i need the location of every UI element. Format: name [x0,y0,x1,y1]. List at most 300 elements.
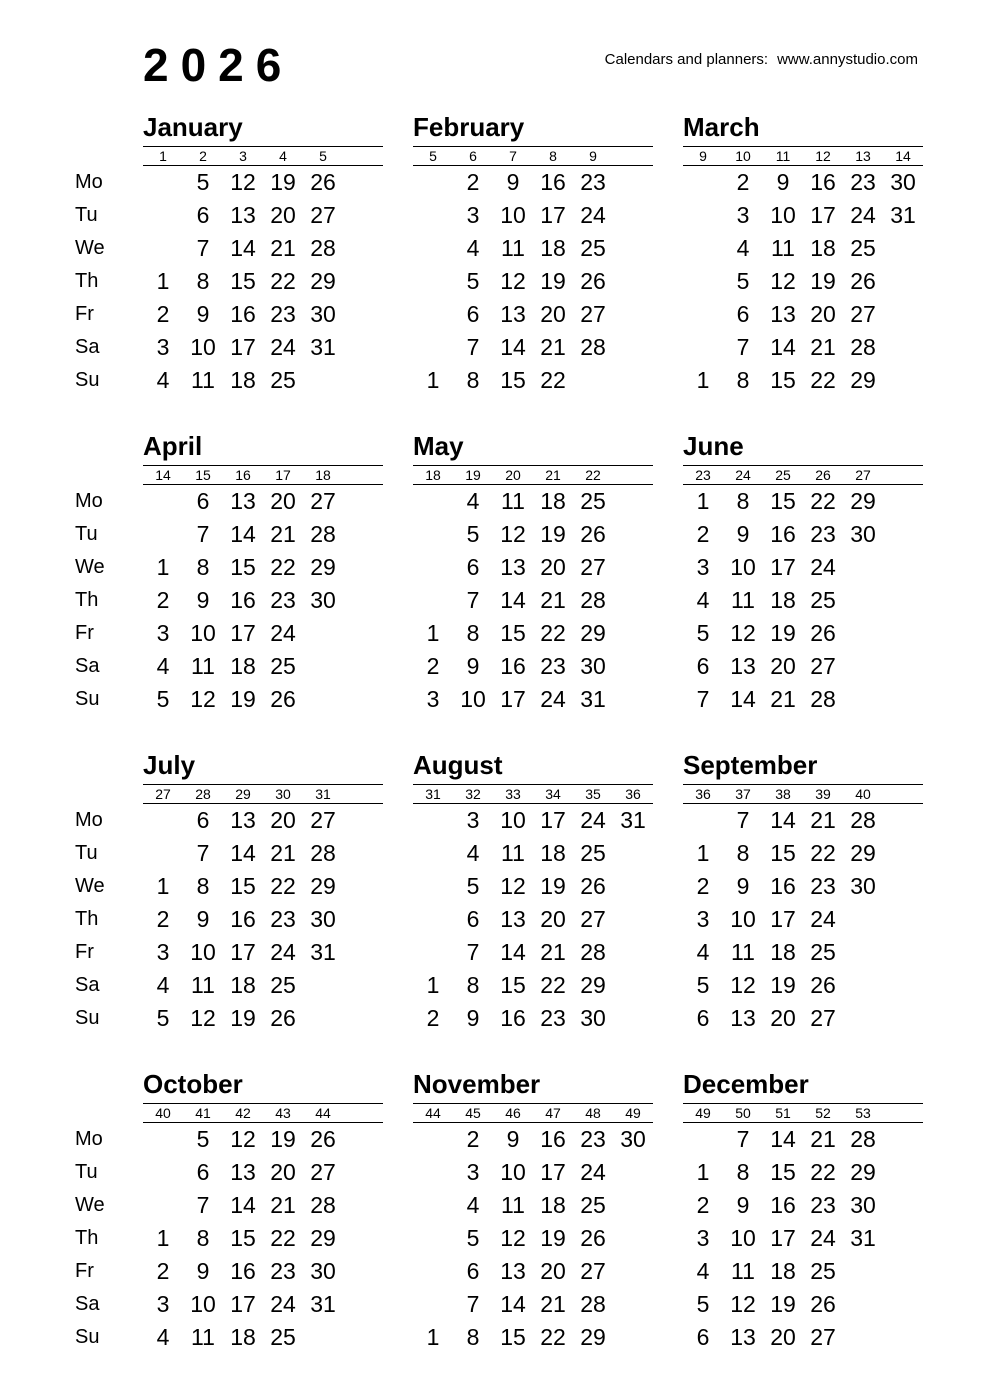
date-row [413,1189,653,1222]
date-cell [143,1189,183,1222]
date-row [683,1255,923,1288]
date-row [683,1189,923,1222]
date-cell [413,485,453,518]
week-number-row [413,784,653,804]
date-cell: 13 [500,1258,526,1284]
date-cell [843,903,883,936]
date-cell: 17 [770,554,796,580]
date-cell: 17 [500,686,526,712]
date-cell: 14 [500,587,526,613]
date-cell: 8 [736,1159,750,1185]
date-cell [303,1321,343,1354]
date-cell: 3 [156,1291,170,1317]
week-number: 36 [695,786,711,802]
date-cell: 17 [540,202,566,228]
date-cell: 6 [736,301,750,327]
date-row [143,969,383,1002]
date-cell: 5 [696,1291,710,1317]
date-cell: 22 [540,620,566,646]
date-cell: 28 [580,1291,606,1317]
date-cell [343,265,383,298]
date-cell: 3 [156,620,170,646]
date-cell: 10 [190,620,216,646]
date-cell: 13 [230,1159,256,1185]
date-cell [413,265,453,298]
date-cell: 7 [696,686,710,712]
date-row [413,1255,653,1288]
date-cell: 10 [190,939,216,965]
date-cell: 22 [810,840,836,866]
date-cell: 6 [696,653,710,679]
date-row [413,1321,653,1354]
date-cell: 26 [310,1126,336,1152]
date-cell: 1 [426,972,440,998]
date-cell: 28 [310,840,336,866]
date-cell: 21 [540,939,566,965]
date-cell: 9 [196,301,210,327]
week-number-row [413,465,653,485]
date-cell [613,265,653,298]
date-cell: 27 [580,1258,606,1284]
date-cell [413,1288,453,1321]
weekday-label: Tu [75,523,98,545]
date-cell: 9 [506,169,520,195]
week-number-row [413,146,653,166]
date-cell: 26 [270,1005,296,1031]
credit-line [605,52,918,69]
date-row [683,903,923,936]
date-cell: 18 [770,1258,796,1284]
date-cell: 19 [230,686,256,712]
weekday-label: Su [75,1007,100,1029]
weekday-label: Mo [75,171,103,193]
month-title: May [413,431,464,461]
date-cell: 7 [466,334,480,360]
month-april [143,431,383,716]
date-cell: 17 [770,1225,796,1251]
date-cell: 10 [460,686,486,712]
date-cell: 18 [540,840,566,866]
date-cell: 12 [230,169,256,195]
date-cell: 2 [156,587,170,613]
date-cell: 6 [196,1159,210,1185]
month-october [143,1069,383,1354]
date-cell: 24 [270,334,296,360]
month-may [413,431,653,716]
date-cell [883,837,923,870]
week-number: 22 [585,467,601,483]
month-title: August [413,750,503,780]
date-cell: 14 [730,686,756,712]
date-cell: 11 [501,1192,525,1218]
date-cell: 27 [580,906,606,932]
date-cell: 28 [850,807,876,833]
date-row [683,1222,923,1255]
date-cell [613,298,653,331]
date-row [413,870,653,903]
date-cell: 3 [466,807,480,833]
date-cell [343,650,383,683]
date-cell: 29 [850,488,876,514]
week-number: 10 [735,148,751,164]
date-cell: 3 [466,1159,480,1185]
date-row [143,1156,383,1189]
date-cell: 10 [730,1225,756,1251]
weekday-label: Fr [75,1260,94,1282]
week-number: 20 [505,467,521,483]
weekday-label: Sa [75,974,100,996]
date-cell: 28 [810,686,836,712]
date-cell: 4 [466,235,480,261]
date-cell: 23 [810,873,836,899]
date-row [413,485,653,518]
date-cell: 12 [230,1126,256,1152]
date-cell: 31 [310,334,336,360]
date-cell: 9 [196,587,210,613]
date-cell: 5 [466,873,480,899]
date-cell [613,683,653,716]
date-cell [613,364,653,397]
date-cell [343,1123,383,1156]
date-cell [413,1255,453,1288]
date-cell [143,166,183,199]
date-cell: 29 [850,840,876,866]
date-cell: 4 [466,1192,480,1218]
week-number [883,785,923,804]
date-cell [883,518,923,551]
week-number [343,147,383,166]
date-cell [143,199,183,232]
date-cell [613,518,653,551]
date-cell [343,551,383,584]
date-cell [843,969,883,1002]
date-cell: 22 [270,1225,296,1251]
week-number: 28 [195,786,211,802]
date-cell: 25 [580,488,606,514]
date-cell: 30 [310,587,336,613]
date-cell: 14 [500,939,526,965]
date-cell [883,1255,923,1288]
date-cell: 15 [500,620,526,646]
date-cell: 1 [426,620,440,646]
date-cell: 13 [730,653,756,679]
week-number: 8 [549,148,557,164]
date-row [413,232,653,265]
date-cell: 20 [810,301,836,327]
date-cell [343,870,383,903]
week-number: 49 [625,1105,641,1121]
week-number: 43 [275,1105,291,1121]
month-title: June [683,431,744,461]
date-cell: 2 [736,169,750,195]
week-number-row [143,784,383,804]
date-cell: 31 [620,807,646,833]
date-cell [883,1189,923,1222]
date-row [683,936,923,969]
date-cell: 19 [230,1005,256,1031]
date-cell: 25 [580,840,606,866]
weekday-label-column [75,750,143,1035]
credit-tagline: Calendars and planners: [604,51,769,68]
date-cell: 25 [270,1324,296,1350]
date-cell: 10 [500,202,526,228]
date-cell: 10 [500,1159,526,1185]
date-cell: 13 [230,488,256,514]
date-cell: 27 [580,301,606,327]
date-cell: 2 [466,1126,480,1152]
week-number: 45 [465,1105,481,1121]
date-cell: 1 [156,873,170,899]
week-number: 48 [585,1105,601,1121]
date-cell: 19 [770,620,796,646]
weekday-label: Mo [75,490,103,512]
week-number: 14 [155,467,171,483]
date-cell: 1 [696,488,710,514]
date-cell [343,199,383,232]
date-cell [883,870,923,903]
weekday-label: Th [75,908,99,930]
date-row [683,683,923,716]
weekday-label: Tu [75,204,98,226]
date-cell: 26 [810,1291,836,1317]
date-cell [613,485,653,518]
date-cell [843,1255,883,1288]
date-cell [343,518,383,551]
week-number: 9 [589,148,597,164]
date-cell: 2 [156,906,170,932]
date-cell: 3 [696,554,710,580]
week-number: 46 [505,1105,521,1121]
date-cell: 9 [196,1258,210,1284]
date-cell: 19 [270,169,296,195]
date-cell: 5 [156,1005,170,1031]
date-cell: 16 [500,653,526,679]
week-number: 11 [775,148,791,164]
date-cell: 23 [540,653,566,679]
date-cell: 8 [466,972,480,998]
date-cell: 30 [310,1258,336,1284]
month-march [683,112,923,397]
date-cell: 24 [580,202,606,228]
date-cell [883,1222,923,1255]
year-title: 2026 [143,39,294,91]
date-cell: 5 [466,268,480,294]
date-cell: 12 [190,1005,216,1031]
date-cell: 8 [196,554,210,580]
date-cell: 28 [310,521,336,547]
week-number: 25 [775,467,791,483]
date-cell [683,232,723,265]
date-cell: 12 [770,268,796,294]
date-cell [613,870,653,903]
date-cell: 28 [310,1192,336,1218]
date-cell: 7 [196,521,210,547]
date-cell: 15 [230,1225,256,1251]
date-cell: 17 [770,906,796,932]
date-cell: 28 [310,235,336,261]
date-row [413,199,653,232]
week-number: 31 [315,786,331,802]
date-cell: 3 [426,686,440,712]
date-cell [613,1321,653,1354]
date-cell: 7 [466,587,480,613]
date-row [683,265,923,298]
date-cell: 5 [466,1225,480,1251]
date-cell: 31 [310,1291,336,1317]
date-cell: 16 [230,301,256,327]
date-cell: 27 [810,1005,836,1031]
date-cell: 1 [156,1225,170,1251]
date-cell [683,804,723,837]
date-cell: 26 [580,1225,606,1251]
date-cell: 19 [540,521,566,547]
date-cell: 9 [776,169,790,195]
date-cell: 17 [230,939,256,965]
date-cell: 25 [580,1192,606,1218]
week-number: 52 [815,1105,831,1121]
weekday-label: Sa [75,655,100,677]
date-cell: 14 [500,1291,526,1317]
date-cell: 2 [156,301,170,327]
date-cell: 20 [540,1258,566,1284]
date-cell [143,1156,183,1189]
date-cell: 11 [191,972,215,998]
date-cell: 13 [500,554,526,580]
calendar-grid [75,112,923,1388]
date-cell [613,837,653,870]
week-number: 7 [509,148,517,164]
date-cell: 6 [196,488,210,514]
date-cell: 11 [191,367,215,393]
date-cell: 21 [270,235,296,261]
weekday-label: We [75,237,105,259]
date-row [413,969,653,1002]
date-cell: 19 [540,268,566,294]
date-cell: 17 [230,1291,256,1317]
date-cell [303,1002,343,1035]
date-cell: 5 [696,972,710,998]
date-row [413,518,653,551]
month-title: September [683,750,818,780]
date-cell: 31 [310,939,336,965]
week-number: 13 [855,148,871,164]
date-cell: 20 [540,301,566,327]
date-cell: 15 [770,488,796,514]
date-cell: 8 [736,488,750,514]
date-row [683,650,923,683]
month-row [75,112,923,397]
date-cell: 12 [500,521,526,547]
date-cell: 21 [540,334,566,360]
date-cell: 12 [500,873,526,899]
weekday-label: Sa [75,336,100,358]
date-cell: 27 [810,1324,836,1350]
date-cell [613,584,653,617]
date-cell: 2 [696,1192,710,1218]
date-row [413,551,653,584]
week-number: 50 [735,1105,751,1121]
date-cell: 12 [190,686,216,712]
date-cell: 15 [770,1159,796,1185]
date-cell [413,804,453,837]
date-row [143,1255,383,1288]
date-row [143,903,383,936]
date-cell: 12 [500,268,526,294]
week-number: 51 [775,1105,791,1121]
date-cell: 24 [540,686,566,712]
date-cell: 18 [540,235,566,261]
date-cell: 16 [540,169,566,195]
month-june [683,431,923,716]
week-number: 14 [895,148,911,164]
week-number: 41 [195,1105,211,1121]
month-september [683,750,923,1035]
date-cell [883,903,923,936]
date-row [683,199,923,232]
date-row [413,1288,653,1321]
date-cell: 16 [770,521,796,547]
date-cell [413,1156,453,1189]
date-cell [343,1222,383,1255]
date-cell: 9 [736,1192,750,1218]
date-cell: 22 [540,1324,566,1350]
week-number [883,1104,923,1123]
date-cell: 30 [310,301,336,327]
date-cell: 7 [196,1192,210,1218]
week-number: 12 [815,148,831,164]
date-cell: 24 [850,202,876,228]
date-row [683,617,923,650]
month-title: July [143,750,196,780]
date-cell: 20 [540,554,566,580]
date-cell [143,1123,183,1156]
date-row [683,364,923,397]
date-cell: 9 [196,906,210,932]
week-number: 34 [545,786,561,802]
week-number: 16 [235,467,251,483]
date-cell: 17 [540,1159,566,1185]
weekday-label: Tu [75,1161,98,1183]
date-cell [343,1255,383,1288]
date-cell: 14 [230,235,256,261]
date-cell: 7 [196,840,210,866]
weekday-label-column [75,112,143,397]
date-cell: 15 [500,972,526,998]
date-row [143,1123,383,1156]
date-cell: 28 [580,334,606,360]
date-cell [843,1321,883,1354]
date-cell: 29 [310,554,336,580]
date-cell: 13 [770,301,796,327]
weekday-label: We [75,556,105,578]
date-cell: 18 [770,939,796,965]
week-number: 27 [855,467,871,483]
date-cell [303,969,343,1002]
date-cell [683,166,723,199]
week-number: 35 [585,786,601,802]
date-cell: 30 [620,1126,646,1152]
date-cell: 17 [540,807,566,833]
date-cell [883,298,923,331]
date-cell [843,1288,883,1321]
date-cell: 22 [270,873,296,899]
month-january [143,112,383,397]
weekday-label-column [75,431,143,716]
date-cell [883,331,923,364]
date-cell [613,1255,653,1288]
date-cell: 29 [310,268,336,294]
week-number-row [143,1103,383,1123]
